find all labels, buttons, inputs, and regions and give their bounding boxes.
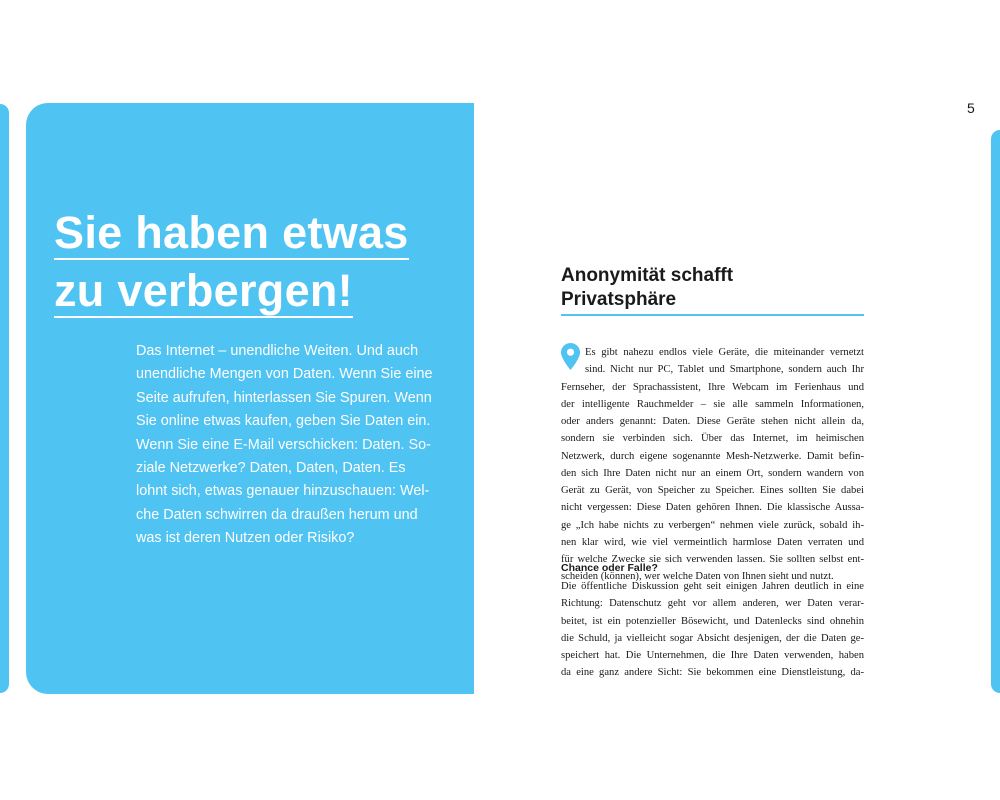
text-line: die Schuld, ja vielleicht sogar Absicht desjenigen, der die Daten ge- [561, 632, 864, 644]
intro-line: lohnt sich, etwas genauer hinzuschauen: Wel- [136, 483, 430, 500]
text-line: scheiden (können), wer welche Daten von Ihnen sieht und nutzt. [561, 571, 834, 583]
text-line: nicht vergessen: Diese Daten gehören Ihnen. Die klassische Aussa- [561, 502, 864, 514]
chapter-title-line-2: zu verbergen! [54, 265, 353, 316]
intro-line: che Daten schwirren da draußen herum und [136, 506, 418, 523]
text-line: oder anders genannt: Daten. Diese Geräte stehen nicht allein da, [561, 416, 864, 427]
intro-line: ziale Netzwerke? Daten, Daten, Daten. Es [136, 460, 406, 477]
intro-line: Seite aufrufen, hinterlassen Sie Spuren. Wenn [136, 389, 432, 406]
page-number: 5 [967, 100, 975, 116]
intro-line: was ist deren Nutzen oder Risiko? [136, 530, 355, 547]
intro-line: Sie online etwas kaufen, geben Sie Daten ein. [136, 413, 431, 430]
text-line: sondern sie verbinden sich. Über das Internet, im heimischen [561, 433, 864, 445]
section-title-line-1: Anonymität schafft [561, 265, 734, 286]
text-line: Richtung: Datenschutz geht vor allem anderen, wer Daten verar- [561, 598, 864, 610]
subheading: Chance oder Falle? [561, 562, 658, 574]
text-line: sind. Nicht nur PC, Tablet und Smartphone, sondern auch Ihr [585, 364, 864, 376]
text-line: Es gibt nahezu endlos viele Geräte, die miteinander vernetzt [585, 347, 864, 358]
text-line: speichert hat. Die Unternehmen, die Ihre Daten verwenden, haben [561, 650, 864, 661]
intro-line: Das Internet – unendliche Weiten. Und auch [136, 343, 419, 359]
section-title-line-2: Privatsphäre [561, 289, 677, 310]
text-line: nen klar wird, wie viel vermeintlich harmlose Daten verraten und [561, 536, 864, 548]
text-line: ge „Ich habe nichts zu verbergen“ nehmen viele zurück, sobald ih- [561, 519, 864, 531]
text-line: Netzwerk, durch eigene sogenannte Mesh-Netzwerke. Damit befin- [561, 450, 864, 462]
previous-page-edge [0, 104, 9, 693]
chapter-intro [136, 340, 441, 551]
intro-line: unendliche Mengen von Daten. Wenn Sie eine [136, 366, 433, 383]
text-line: den sich Ihre Daten nicht nur an einem Ort, sondern wandern von [561, 467, 864, 479]
intro-line: Wenn Sie eine E-Mail verschicken: Daten. So- [136, 436, 431, 453]
text-line: da eine ganz andere Sicht: Sie bekommen eine Dienstleistung, da- [561, 667, 864, 679]
paragraph-2 [561, 578, 864, 682]
section-title [561, 264, 864, 316]
next-page-edge [991, 130, 1000, 693]
text-line: der intelligente Rauchmelder – sie alle sammeln Informationen, [561, 398, 864, 410]
text-line: Fernseher, der Sprachassistent, Ihre Webcam im Ferienhaus und [561, 381, 864, 393]
chapter-title [54, 206, 454, 322]
text-line: beitet, ist ein potenzieller Bösewicht, und Datenlecks sind ohnehin [561, 615, 864, 627]
text-line: für welche Zwecke sie sich verwenden lassen. Sie sollten selbst ent- [561, 554, 864, 565]
text-line: Die öffentliche Diskussion geht seit einigen Jahren deutlich in eine [561, 581, 864, 592]
paragraph-1 [561, 344, 864, 586]
chapter-title-line-1: Sie haben etwas [54, 207, 409, 258]
text-line: Gerät zu Gerät, von Speicher zu Speicher. Eines sollten Sie dabei [561, 485, 864, 496]
